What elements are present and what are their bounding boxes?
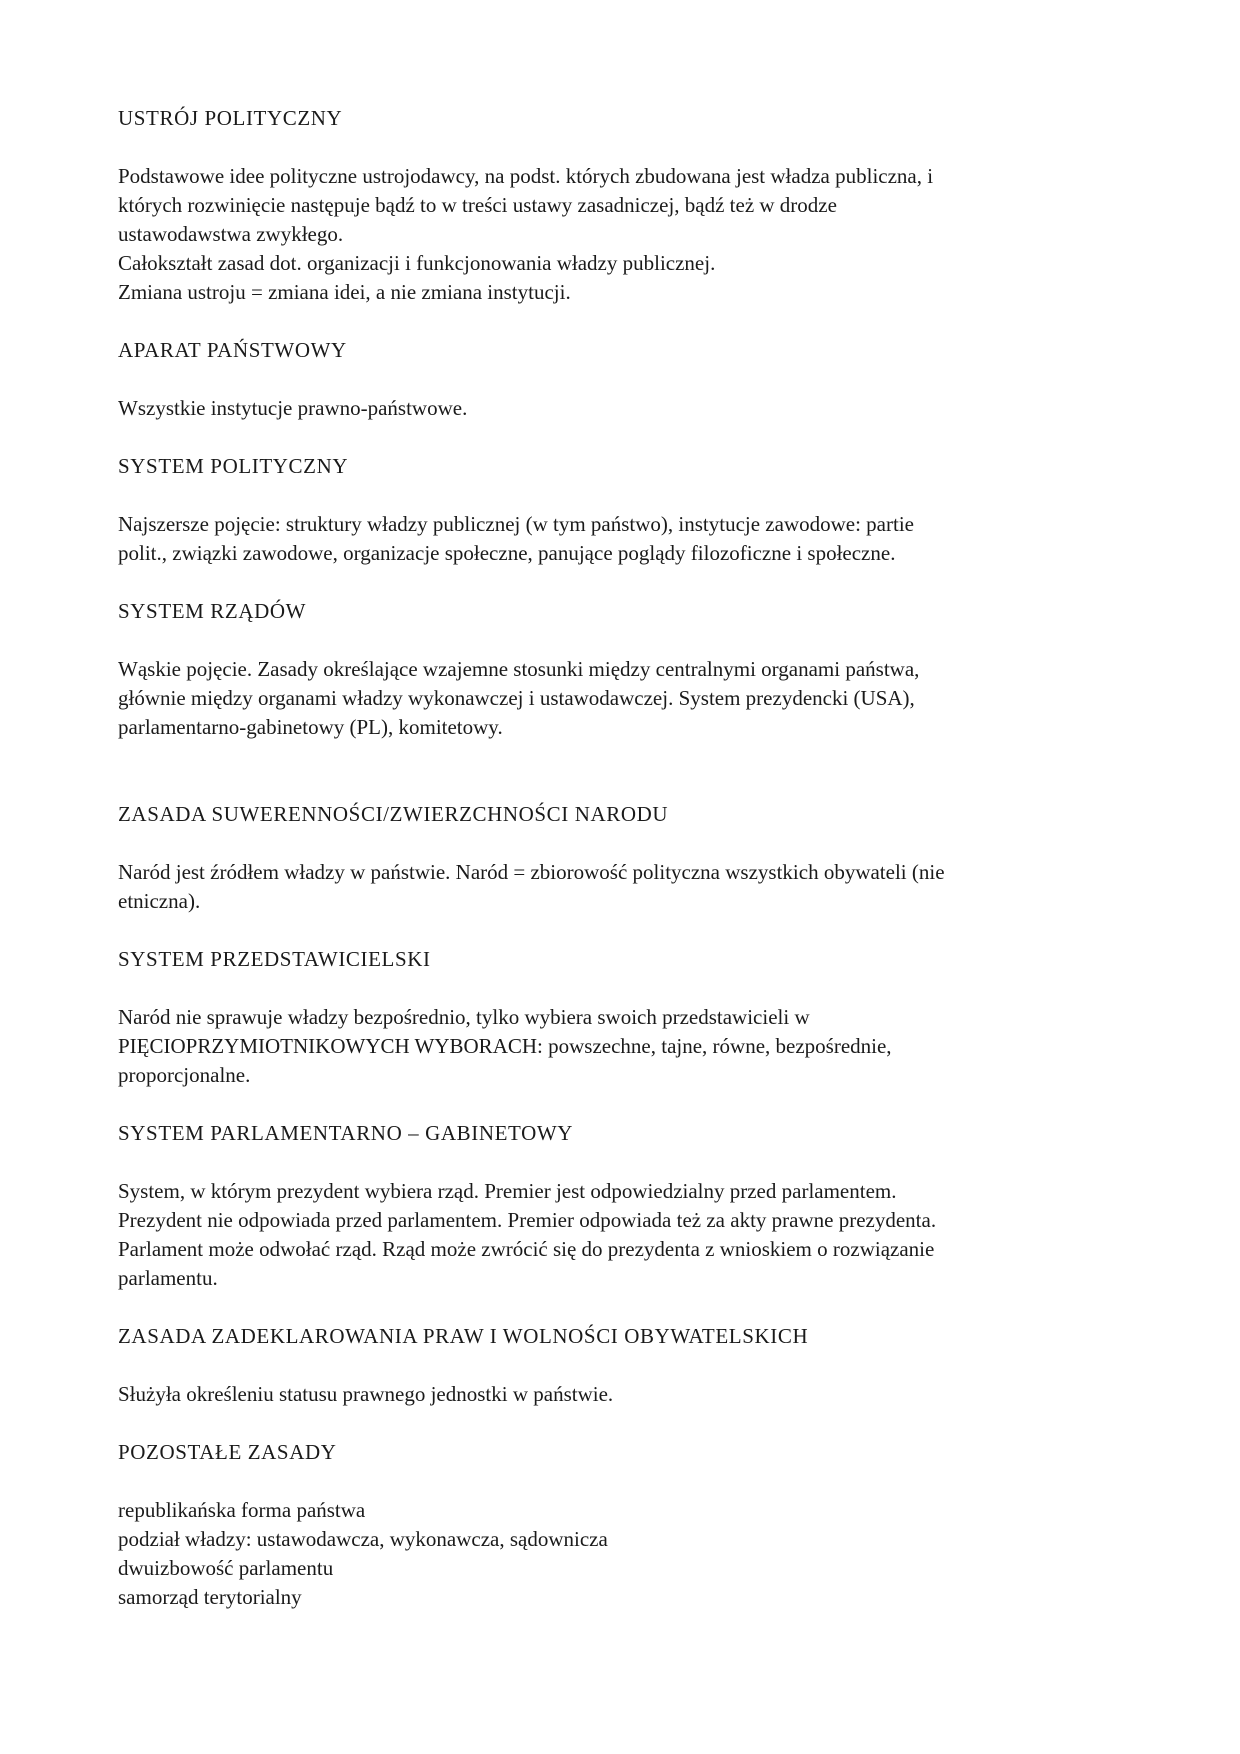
text-line: etniczna). [118, 889, 201, 913]
list-item: dwuizbowość parlamentu [118, 1556, 334, 1580]
text-line: proporcjonalne. [118, 1063, 251, 1087]
heading-system-parlamentarno-gabinetowy: SYSTEM PARLAMENTARNO – GABINETOWY [118, 1121, 574, 1145]
text-line: Najszersze pojęcie: struktury władzy publicznej (w tym państwo), instytucje zawodowe: partie [118, 512, 914, 536]
list-item: samorząd terytorialny [118, 1585, 302, 1609]
paragraph-system-przedstawicielski [118, 1003, 1118, 1090]
list-pozostale-zasady [118, 1496, 1118, 1612]
list-item: republikańska forma państwa [118, 1498, 366, 1522]
document-page [118, 104, 1118, 1612]
paragraph-aparat-panstwowy [118, 394, 1118, 423]
paragraph-ustroj-polityczny [118, 162, 1118, 307]
text-line: głównie między organami władzy wykonawczej i ustawodawczej. System prezydencki (USA), [118, 686, 915, 710]
text-line: Naród nie sprawuje władzy bezpośrednio, tylko wybiera swoich przedstawicieli w [118, 1005, 810, 1029]
text-line: parlamentarno-gabinetowy (PL), komitetowy. [118, 715, 503, 739]
heading-aparat-panstwowy: APARAT PAŃSTWOWY [118, 338, 347, 362]
text-line: Prezydent nie odpowiada przed parlamentem. Premier odpowiada też za akty prawne prezydenta. [118, 1208, 937, 1232]
text-line: Służyła określeniu statusu prawnego jednostki w państwie. [118, 1382, 614, 1406]
text-line: Całokształt zasad dot. organizacji i funkcjonowania władzy publicznej. [118, 251, 716, 275]
paragraph-zasada-suwerennosci [118, 858, 1118, 916]
paragraph-system-rzadow [118, 655, 1118, 742]
text-line: których rozwinięcie następuje bądź to w treści ustawy zasadniczej, bądź też w drodze [118, 193, 837, 217]
heading-zasada-zadeklarowania-praw: ZASADA ZADEKLAROWANIA PRAW I WOLNOŚCI OBYWATELSKICH [118, 1324, 809, 1348]
text-line: Podstawowe idee polityczne ustrojodawcy, na podst. których zbudowana jest władza publiczna, i [118, 164, 934, 188]
text-line: System, w którym prezydent wybiera rząd. Premier jest odpowiedzialny przed parlamentem. [118, 1179, 897, 1203]
heading-system-przedstawicielski: SYSTEM PRZEDSTAWICIELSKI [118, 947, 431, 971]
heading-zasada-suwerennosci: ZASADA SUWERENNOŚCI/ZWIERZCHNOŚCI NARODU [118, 802, 669, 826]
paragraph-system-parlamentarno-gabinetowy [118, 1177, 1118, 1293]
text-line: ustawodawstwa zwykłego. [118, 222, 344, 246]
text-line: Wąskie pojęcie. Zasady określające wzajemne stosunki między centralnymi organami państwa, [118, 657, 920, 681]
heading-pozostale-zasady: POZOSTAŁE ZASADY [118, 1440, 337, 1464]
text-line: PIĘCIOPRZYMIOTNIKOWYCH WYBORACH: powszechne, tajne, równe, bezpośrednie, [118, 1034, 892, 1058]
heading-system-rzadow: SYSTEM RZĄDÓW [118, 599, 307, 623]
paragraph-zasada-zadeklarowania-praw [118, 1380, 1118, 1409]
text-line: parlamentu. [118, 1266, 218, 1290]
paragraph-system-polityczny [118, 510, 1118, 568]
text-line: Naród jest źródłem władzy w państwie. Naród = zbiorowość polityczna wszystkich obywateli (nie [118, 860, 945, 884]
text-line: polit., związki zawodowe, organizacje społeczne, panujące poglądy filozoficzne i społeczne. [118, 541, 896, 565]
heading-system-polityczny: SYSTEM POLITYCZNY [118, 454, 349, 478]
text-line: Parlament może odwołać rząd. Rząd może zwrócić się do prezydenta z wnioskiem o rozwiązanie [118, 1237, 935, 1261]
heading-ustroj-polityczny: USTRÓJ POLITYCZNY [118, 106, 343, 130]
list-item: podział władzy: ustawodawcza, wykonawcza, sądownicza [118, 1527, 608, 1551]
text-line: Wszystkie instytucje prawno-państwowe. [118, 396, 468, 420]
text-line: Zmiana ustroju = zmiana idei, a nie zmiana instytucji. [118, 280, 571, 304]
